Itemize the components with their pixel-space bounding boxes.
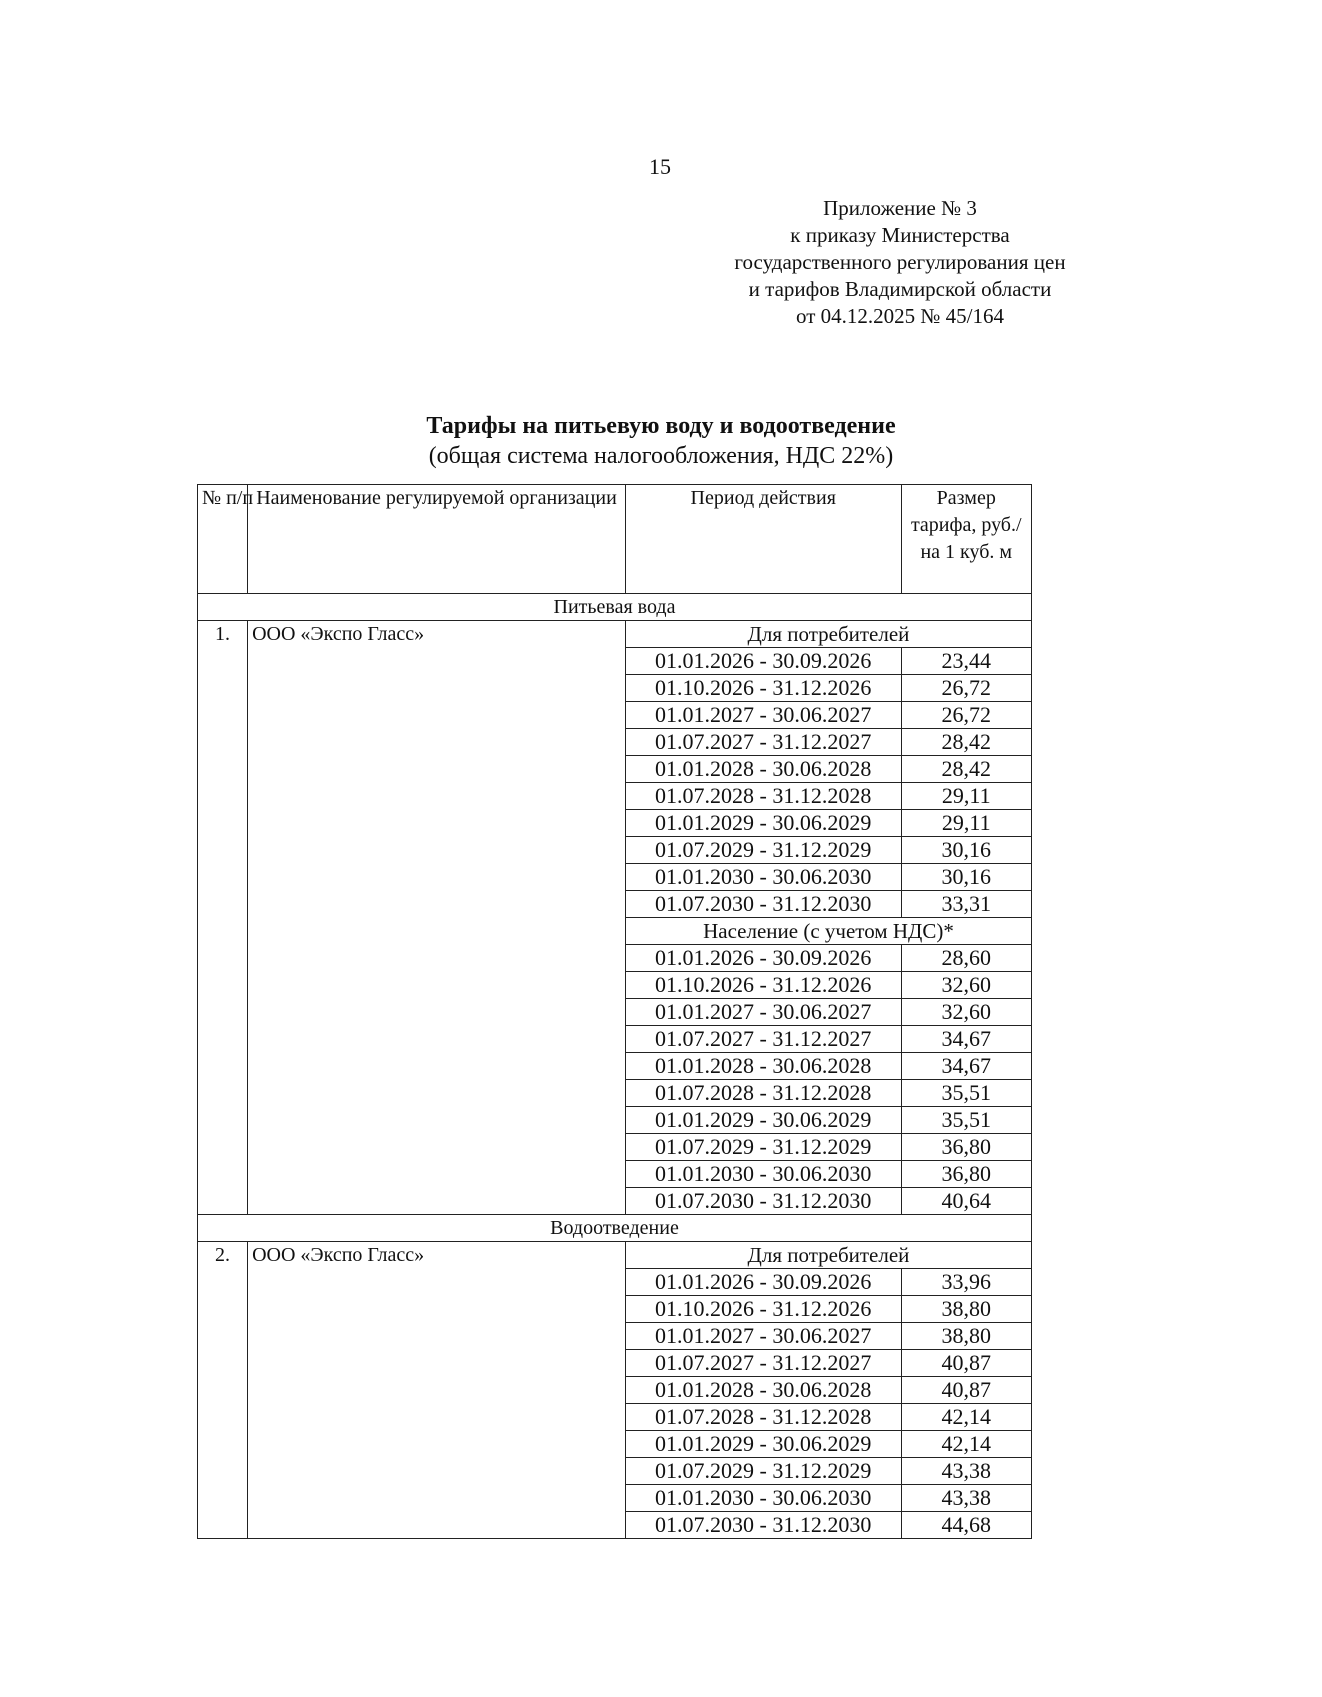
tariff-table [197, 484, 1032, 1539]
period-cell: 01.01.2029 - 30.06.2029 [625, 1431, 901, 1458]
appendix-line: и тарифов Владимирской области [748, 277, 1052, 301]
tariff-value-cell: 30,16 [901, 864, 1032, 891]
tariff-value-cell: 29,11 [901, 810, 1032, 837]
tariff-value-cell: 40,87 [901, 1377, 1032, 1404]
group-label: Для потребителей [625, 621, 1031, 648]
appendix-line: Приложение № 3 [823, 196, 977, 220]
document-subtitle: (общая система налогообложения, НДС 22%) [428, 443, 894, 469]
document-title: Тарифы на питьевую воду и водоотведение [426, 413, 896, 439]
tariff-value-cell: 38,80 [901, 1323, 1032, 1350]
period-cell: 01.01.2030 - 30.06.2030 [625, 864, 901, 891]
tariff-value-cell: 33,96 [901, 1269, 1032, 1296]
period-cell: 01.01.2027 - 30.06.2027 [625, 999, 901, 1026]
period-cell: 01.07.2027 - 31.12.2027 [625, 1350, 901, 1377]
tariff-value-cell: 26,72 [901, 675, 1032, 702]
tariff-value-cell: 40,87 [901, 1350, 1032, 1377]
group-label: Население (с учетом НДС)* [625, 918, 1031, 945]
tariff-value-cell: 43,38 [901, 1485, 1032, 1512]
tariff-value-cell: 36,80 [901, 1161, 1032, 1188]
period-cell: 01.01.2030 - 30.06.2030 [625, 1161, 901, 1188]
appendix-line: государственного регулирования цен [734, 250, 1066, 274]
period-cell: 01.10.2026 - 31.12.2026 [625, 675, 901, 702]
period-cell: 01.01.2027 - 30.06.2027 [625, 702, 901, 729]
period-cell: 01.07.2027 - 31.12.2027 [625, 1026, 901, 1053]
period-cell: 01.01.2028 - 30.06.2028 [625, 1377, 901, 1404]
period-cell: 01.01.2026 - 30.09.2026 [625, 945, 901, 972]
row-number: 1. [198, 621, 248, 1215]
page-number: 15 [649, 154, 671, 179]
header-period: Период действия [625, 485, 901, 594]
period-cell: 01.07.2027 - 31.12.2027 [625, 729, 901, 756]
tariff-value-cell: 30,16 [901, 837, 1032, 864]
header-tariff: Размер тарифа, руб./на 1 куб. м [901, 485, 1032, 594]
period-cell: 01.07.2029 - 31.12.2029 [625, 837, 901, 864]
period-cell: 01.07.2030 - 31.12.2030 [625, 1512, 901, 1539]
period-cell: 01.07.2029 - 31.12.2029 [625, 1458, 901, 1485]
tariff-value-cell: 33,31 [901, 891, 1032, 918]
tariff-value-cell: 43,38 [901, 1458, 1032, 1485]
header-num: № п/п [198, 485, 248, 594]
tariff-value-cell: 38,80 [901, 1296, 1032, 1323]
tariff-value-cell: 44,68 [901, 1512, 1032, 1539]
tariff-value-cell: 36,80 [901, 1134, 1032, 1161]
tariff-value-cell: 42,14 [901, 1431, 1032, 1458]
period-cell: 01.01.2026 - 30.09.2026 [625, 1269, 901, 1296]
organization-name: ООО «Экспо Гласс» [248, 621, 626, 1215]
period-cell: 01.07.2028 - 31.12.2028 [625, 783, 901, 810]
period-cell: 01.01.2028 - 30.06.2028 [625, 756, 901, 783]
tariff-value-cell: 28,60 [901, 945, 1032, 972]
table-body [198, 594, 1032, 1539]
group-row [198, 1242, 1032, 1269]
period-cell: 01.07.2028 - 31.12.2028 [625, 1080, 901, 1107]
tariff-value-cell: 42,14 [901, 1404, 1032, 1431]
table-header-row [198, 485, 1032, 594]
tariff-value-cell: 35,51 [901, 1080, 1032, 1107]
tariff-value-cell: 34,67 [901, 1053, 1032, 1080]
period-cell: 01.10.2026 - 31.12.2026 [625, 1296, 901, 1323]
organization-name: ООО «Экспо Гласс» [248, 1242, 626, 1539]
tariff-value-cell: 28,42 [901, 729, 1032, 756]
tariff-value-cell: 28,42 [901, 756, 1032, 783]
period-cell: 01.07.2030 - 31.12.2030 [625, 1188, 901, 1215]
period-cell: 01.07.2029 - 31.12.2029 [625, 1134, 901, 1161]
section-title: Питьевая вода [198, 594, 1032, 621]
tariff-value-cell: 26,72 [901, 702, 1032, 729]
period-cell: 01.01.2029 - 30.06.2029 [625, 810, 901, 837]
header-org: Наименование регулируемой организации [248, 485, 626, 594]
period-cell: 01.01.2026 - 30.09.2026 [625, 648, 901, 675]
period-cell: 01.07.2028 - 31.12.2028 [625, 1404, 901, 1431]
period-cell: 01.10.2026 - 31.12.2026 [625, 972, 901, 999]
section-row [198, 1215, 1032, 1242]
tariff-value-cell: 40,64 [901, 1188, 1032, 1215]
period-cell: 01.01.2030 - 30.06.2030 [625, 1485, 901, 1512]
period-cell: 01.07.2030 - 31.12.2030 [625, 891, 901, 918]
appendix-block [700, 195, 1100, 330]
tariff-value-cell: 29,11 [901, 783, 1032, 810]
tariff-value-cell: 32,60 [901, 972, 1032, 999]
appendix-line: к приказу Министерства [790, 223, 1010, 247]
tariff-value-cell: 32,60 [901, 999, 1032, 1026]
tariff-value-cell: 34,67 [901, 1026, 1032, 1053]
section-title: Водоотведение [198, 1215, 1032, 1242]
period-cell: 01.01.2028 - 30.06.2028 [625, 1053, 901, 1080]
period-cell: 01.01.2027 - 30.06.2027 [625, 1323, 901, 1350]
row-number: 2. [198, 1242, 248, 1539]
tariff-value-cell: 35,51 [901, 1107, 1032, 1134]
tariff-value-cell: 23,44 [901, 648, 1032, 675]
section-row [198, 594, 1032, 621]
group-row [198, 621, 1032, 648]
period-cell: 01.01.2029 - 30.06.2029 [625, 1107, 901, 1134]
appendix-line: от 04.12.2025 № 45/164 [795, 304, 1005, 328]
group-label: Для потребителей [625, 1242, 1031, 1269]
